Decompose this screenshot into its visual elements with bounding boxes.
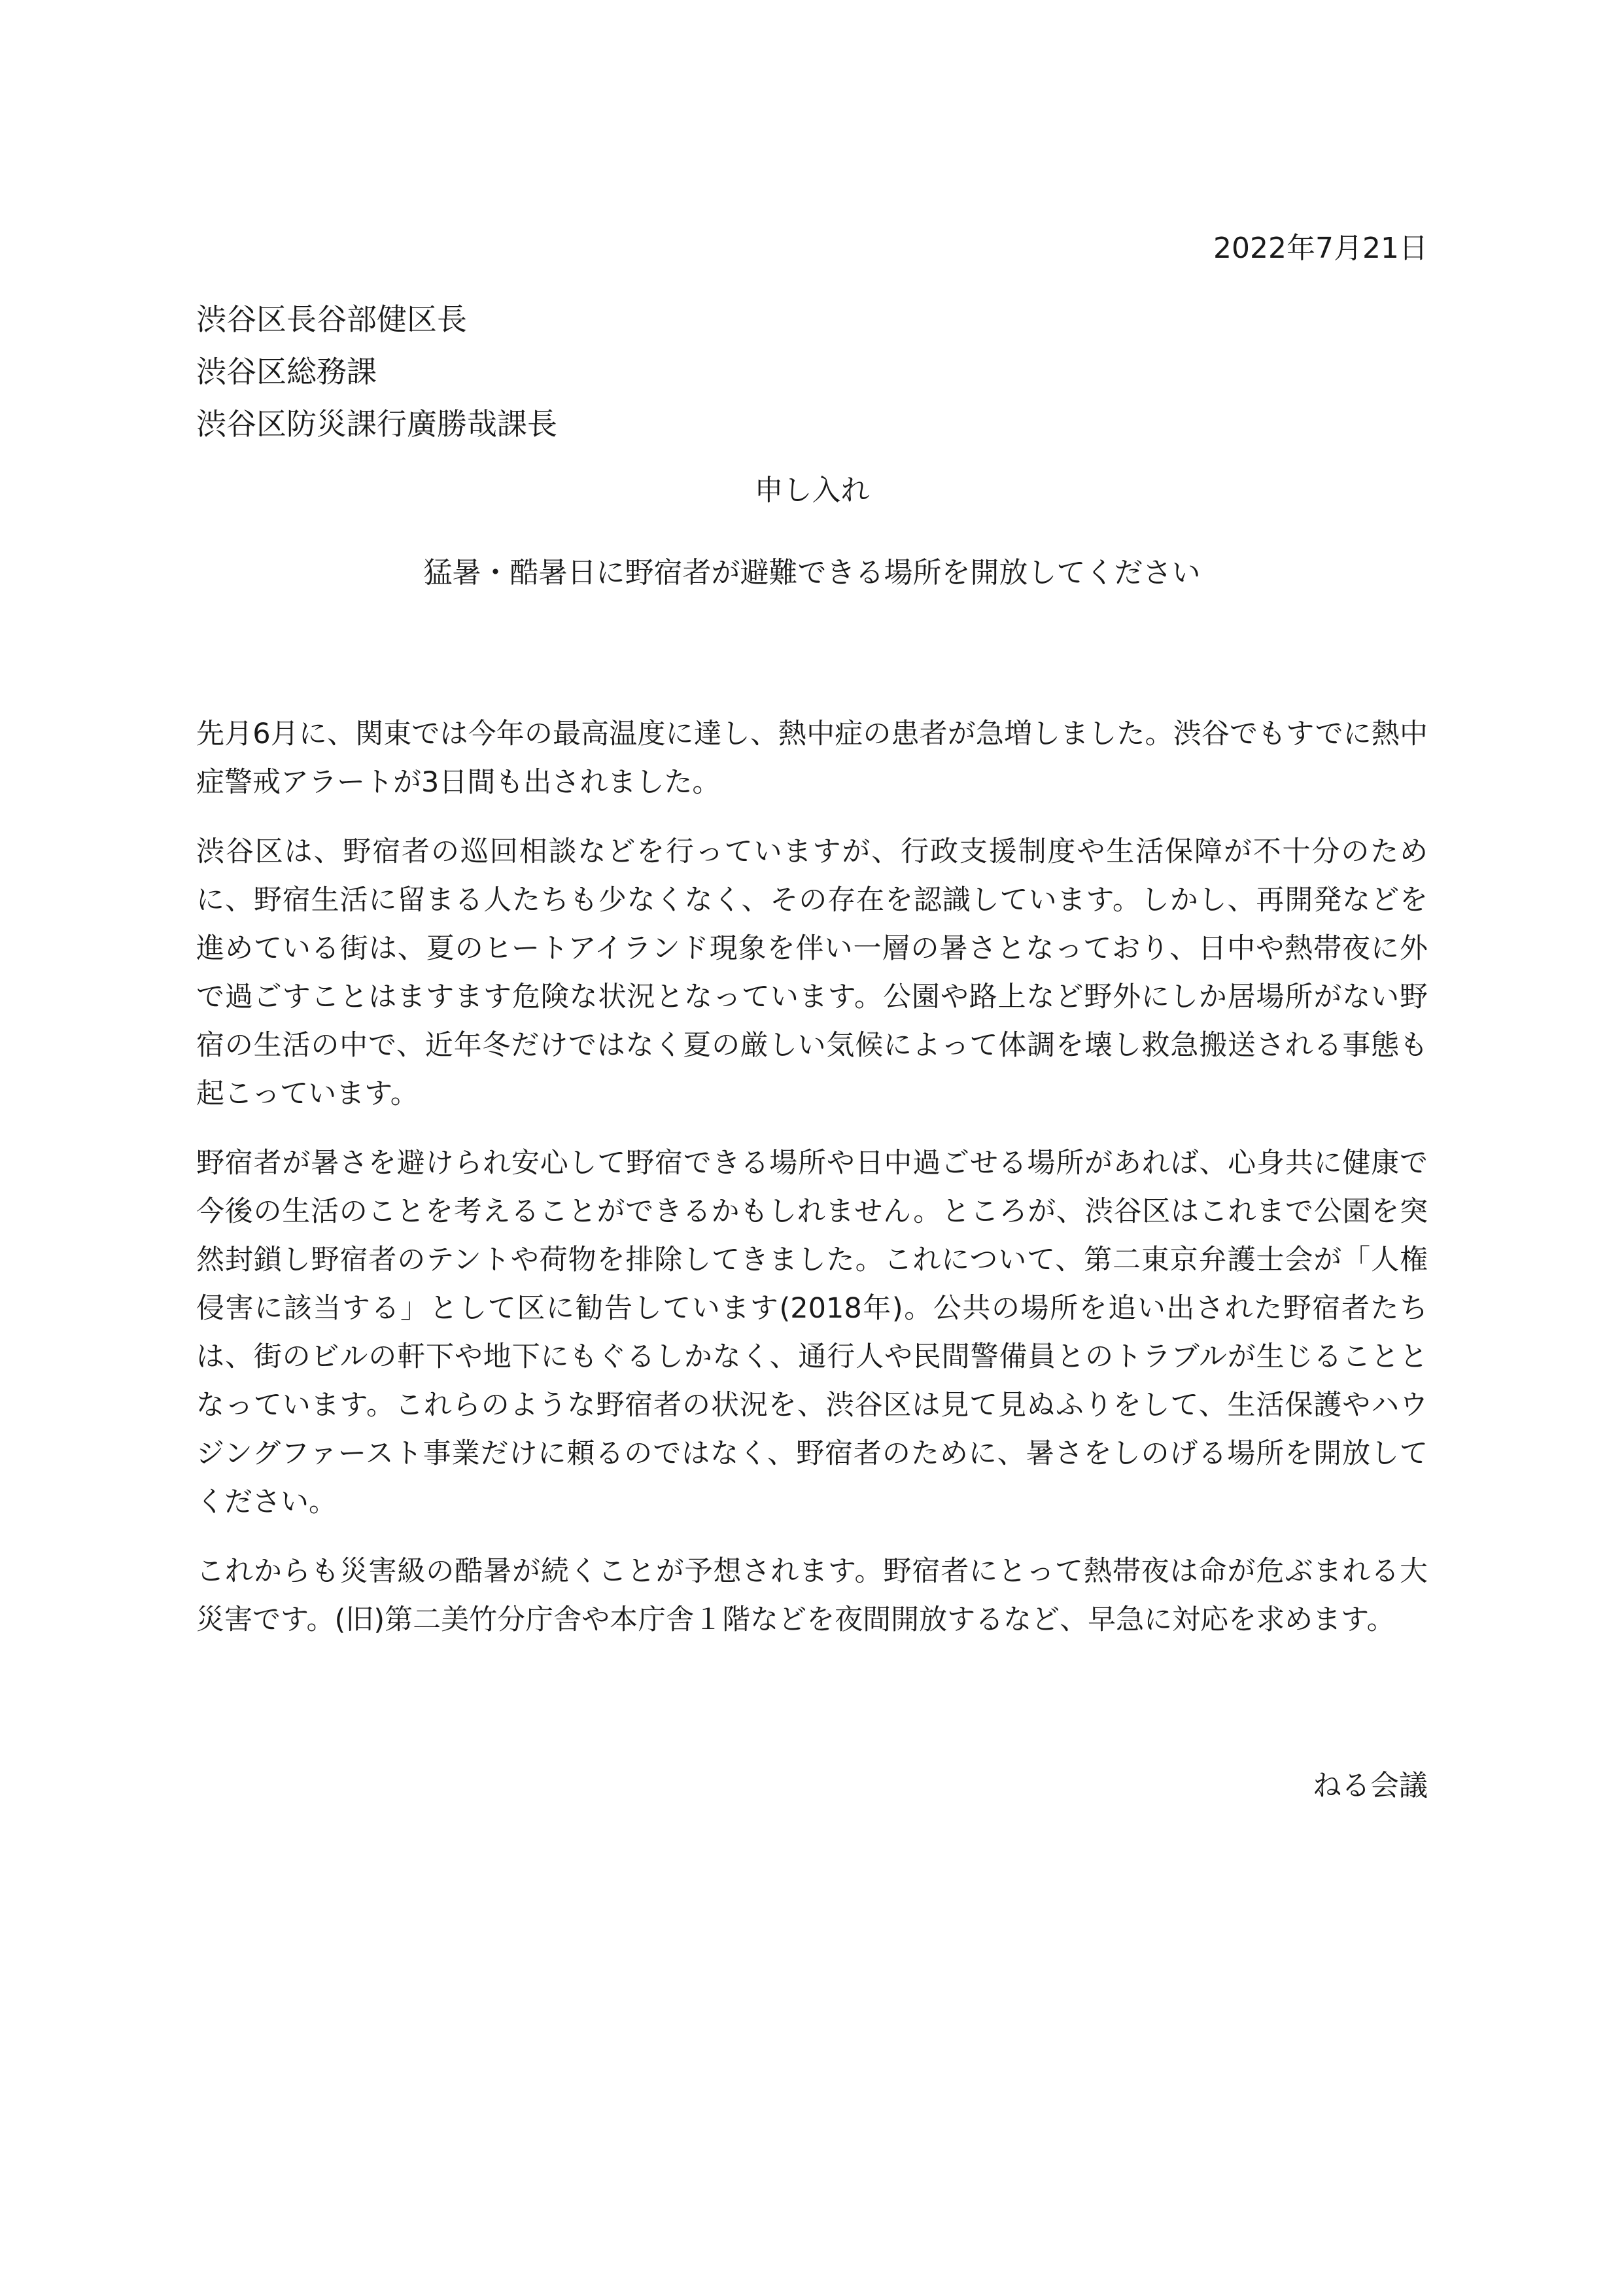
recipient-general-affairs: 渋谷区総務課 <box>196 354 377 389</box>
body-paragraph-2: 渋谷区は、野宿者の巡回相談などを行っていますが、行政支援制度や生活保障が不十分のために、野宿生活に留まる人たちも少なくなく、その存在を認識しています。しかし、再開発などを進めている街は、夏のヒートアイランド現象を伴い一層の暑さとなっており、日中や熱帯夜に外で過ごすことはますます危険な状況となっています。公園や路上など野外にしか居場所がない野宿の生活の中で、近年冬だけではなく夏の厳しい気候によって体調を壊し救急搬送される事態も起こっています。 <box>196 835 1428 1110</box>
letter-body <box>196 710 1428 1665</box>
recipient-mayor: 渋谷区長谷部健区長 <box>196 302 467 337</box>
letter-date: 2022年7月21日 <box>1213 232 1428 265</box>
sender-signature: ねる会議 <box>1313 1769 1428 1802</box>
document-type-heading: 申し入れ <box>754 474 870 507</box>
body-paragraph-4: これからも災害級の酷暑が続くことが予想されます。野宿者にとって熱帯夜は命が危ぶまれる大災害です。(旧)第二美竹分庁舎や本庁舎１階などを夜間開放するなど、早急に対応を求めます。 <box>196 1555 1428 1636</box>
body-paragraph-1: 先月6月に、関東では今年の最高温度に達し、熱中症の患者が急増しました。渋谷でもすでに熱中症警戒アラートが3日間も出されました。 <box>196 718 1428 799</box>
recipient-disaster-prevention: 渋谷区防災課行廣勝哉課長 <box>196 406 557 442</box>
body-paragraph-3: 野宿者が暑さを避けられ安心して野宿できる場所や日中過ごせる場所があれば、心身共に健康で今後の生活のことを考えることができるかもしれません。ところが、渋谷区はこれまで公園を突然封鎖し野宿者のテントや荷物を排除してきました。これについて、第二東京弁護士会が「人権侵害に該当する」として区に勧告しています(2018年)。公共の場所を追い出された野宿者たちは、街のビルの軒下や地下にもぐるしかなく、通行人や民間警備員とのトラブルが生じることとなっています。これらのような野宿者の状況を、渋谷区は見て見ぬふりをして、生活保護やハウジングファースト事業だけに頼るのではなく、野宿者のために、暑さをしのげる場所を開放してください。 <box>196 1147 1428 1518</box>
document-title: 猛暑・酷暑日に野宿者が避難できる場所を開放してください <box>423 556 1201 589</box>
recipient-list <box>196 293 557 450</box>
